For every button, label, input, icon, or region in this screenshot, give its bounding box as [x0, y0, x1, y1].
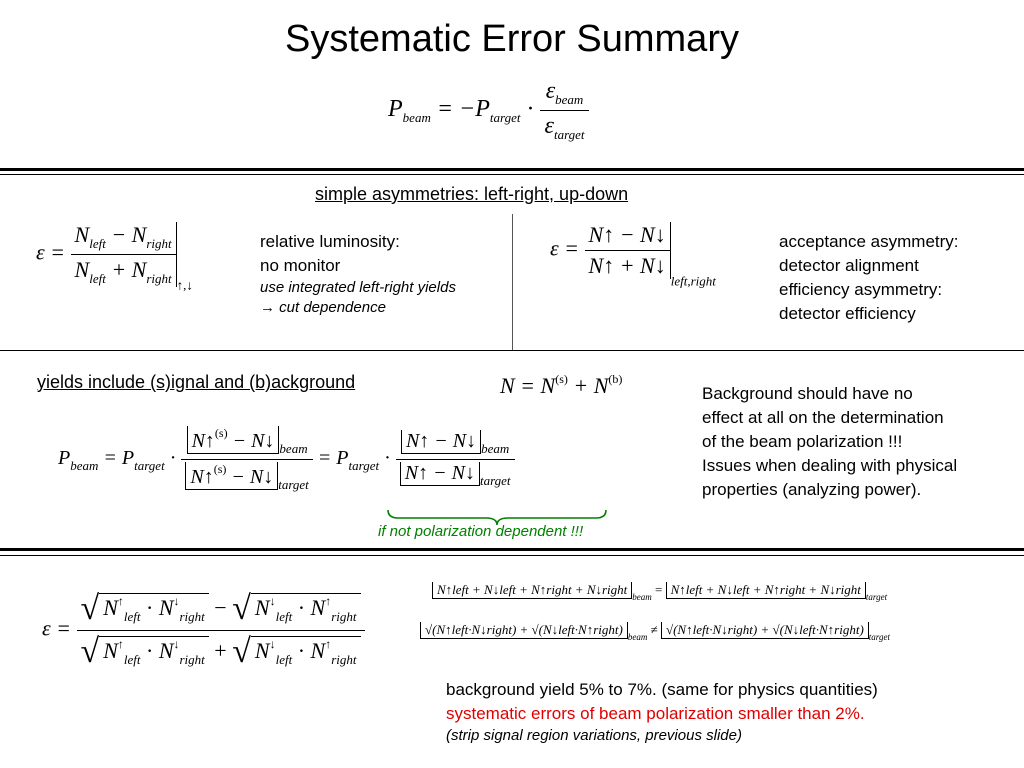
section1-heading: simple asymmetries: left-right, up-down — [315, 184, 629, 204]
divider-top-inner — [0, 174, 1024, 175]
lr-note-line1: relative luminosity: — [260, 232, 400, 251]
divider-vertical — [512, 214, 513, 350]
summary-notes — [446, 678, 878, 746]
ud-note — [779, 230, 959, 326]
divider-middle — [0, 350, 1024, 351]
yield-sum-equality: N↑left + N↓left + N↑right + N↓right $_{beam}$ = N↑left + N↓left + N↑right + N↓right $_{target}$ — [432, 582, 887, 602]
lr-note-line3: use integrated left-right yields — [260, 279, 456, 296]
cross-ratio-formula: ε = $\frac{√ N^↑_{left} \cdot N^↓_{right} - √ N^↓_{left} \cdot N^↑_{right}}{√ N^↑_{left} \cdot N^↓_{right} + √ N^↓_{left} \cdot N^↑_{right}}$ — [42, 590, 365, 671]
ud-asymmetry-formula: ε = $\frac{N↑ - N↓}{N↑ + N↓}$ $_{left,right}$ — [550, 222, 716, 289]
summary-line1: background yield 5% to 7%. (same for physics quantities) — [446, 680, 878, 699]
ud-note-line2: detector alignment — [779, 256, 919, 275]
yield-decomposition: $N = N^{(s)} + N^{(b)}$ — [500, 372, 623, 398]
lr-note-line2: no monitor — [260, 256, 341, 275]
background-note-line4: Issues when dealing with physical — [702, 456, 958, 475]
lr-note — [260, 230, 456, 318]
ud-note-line1: acceptance asymmetry: — [779, 232, 959, 251]
background-note-line5: properties (analyzing power). — [702, 480, 922, 499]
section2-heading: yields include (s)ignal and (b)ackground — [37, 372, 356, 392]
summary-line3: (strip signal region variations, previous slide) — [446, 727, 742, 744]
background-note-line2: effect at all on the determination — [702, 408, 944, 427]
divider-top — [0, 168, 1024, 171]
background-note-line3: of the beam polarization !!! — [702, 432, 903, 451]
polarization-independence-note: if not polarization dependent !!! — [378, 523, 584, 540]
slide-title: Systematic Error Summary — [285, 18, 739, 60]
sqrt-sum-inequality: √(N↑left·N↓right) + √(N↓left·N↑right) $_{beam}$ ≠ √(N↑left·N↓right) + √(N↓left·N↑right) $_{target}$ — [420, 622, 890, 642]
background-note — [702, 382, 957, 502]
lr-note-line4: → cut dependence — [260, 299, 386, 316]
background-note-line1: Background should have no — [702, 384, 913, 403]
main-polarization-equation: $P_{beam} = -P_{target}$ · $\frac{\varepsilon_{beam}}{\varepsilon_{target}}$ — [388, 78, 589, 143]
divider-bottom-inner — [0, 555, 1024, 556]
ud-note-line4: detector efficiency — [779, 304, 916, 323]
polarization-ratio-equation: $P_{beam} = P_{target}$ · $\frac{N↑^{(s)} - N↓ _{beam}}{N↑^{(s)} - N↓ _{target}}$ = $P_{target}$ · $\frac{N↑ - N↓ _{beam}}{N↑ - N↓ _{target}}$ — [58, 426, 515, 493]
divider-bottom — [0, 548, 1024, 551]
summary-line2: systematic errors of beam polarization smaller than 2%. — [446, 704, 865, 723]
ud-note-line3: efficiency asymmetry: — [779, 280, 943, 299]
lr-asymmetry-formula: ε = $\frac{N_{left} - N_{right}}{N_{left} + N_{right}}$ $_{↑,↓}$ — [36, 222, 193, 293]
